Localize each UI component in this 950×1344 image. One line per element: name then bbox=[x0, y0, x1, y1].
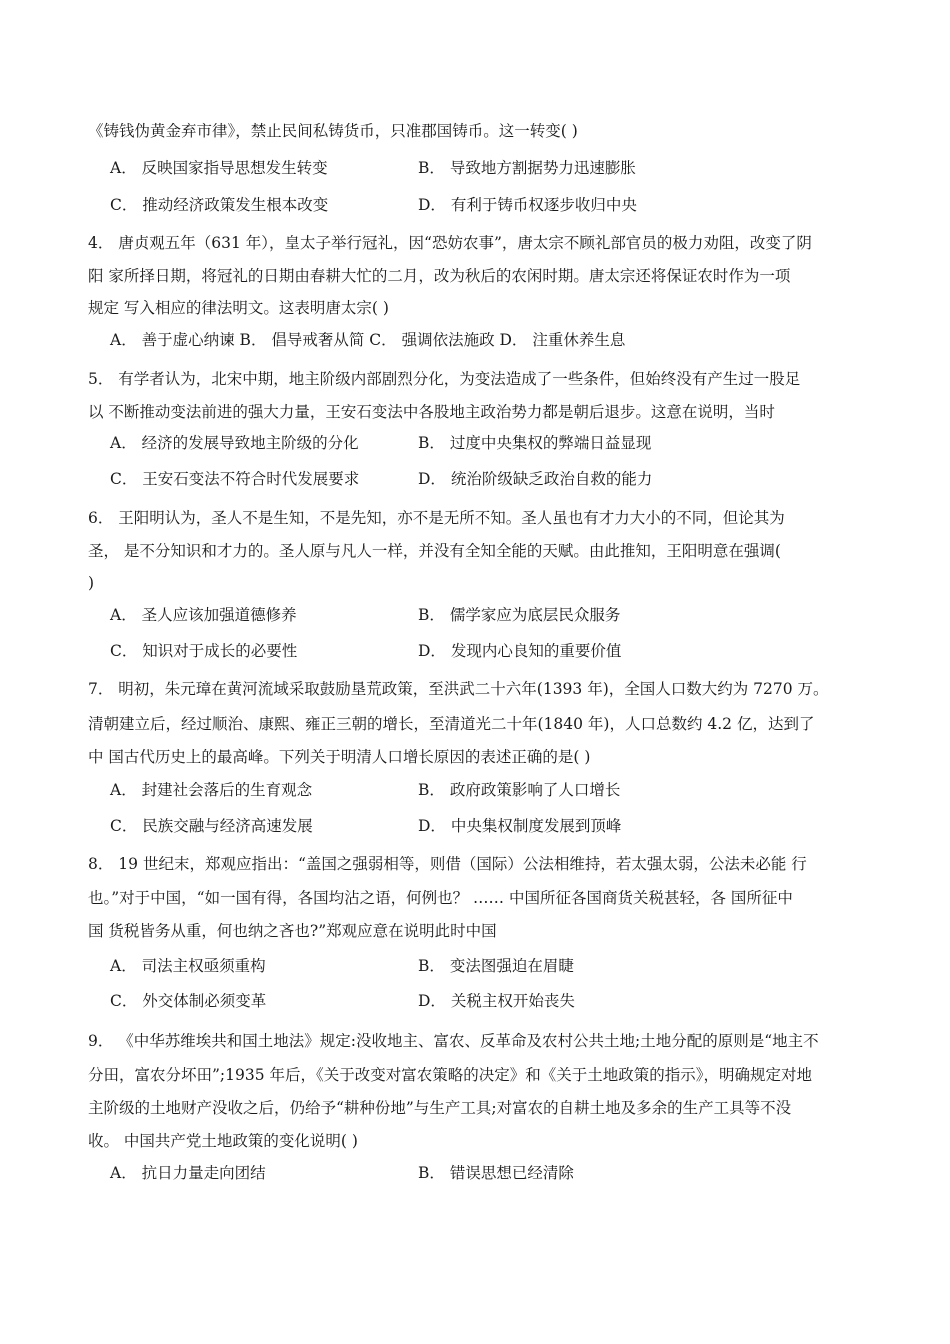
q3-option-a: A． 反映国家指导思想发生转变 bbox=[110, 159, 328, 177]
q8-option-c: C． 外交体制必须变革 bbox=[110, 992, 267, 1010]
q7-option-c: C． 民族交融与经济高速发展 bbox=[110, 817, 313, 835]
q8-stem-line-1: 8． 19 世纪末，郑观应指出：“盖国之强弱相等，则借（国际）公法相维持，若太强太弱，公法未必能 行 bbox=[88, 855, 807, 873]
q6-option-d: D． 发现内心良知的重要价值 bbox=[418, 642, 622, 660]
question-3-stem-continuation: 《铸钱伪黄金弃市律》，禁止民间私铸货币，只准郡国铸币。这一转变( ) bbox=[88, 122, 578, 140]
q6-option-a: A． 圣人应该加强道德修养 bbox=[110, 606, 297, 624]
q9-option-b: B． 错误思想已经清除 bbox=[418, 1164, 574, 1182]
q9-stem-line-2: 分田，富农分坏田”;1935 年后，《关于改变对富农策略的决定》和《关于土地政策的指示》，明确规定对地 bbox=[88, 1066, 813, 1084]
q4-stem-line-2: 阳 家所择日期，将冠礼的日期由春耕大忙的二月，改为秋后的农闲时期。唐太宗还将保证农时作为一项 bbox=[88, 267, 791, 285]
q6-option-c: C． 知识对于成长的必要性 bbox=[110, 642, 298, 660]
q5-option-b: B． 过度中央集权的弊端日益显现 bbox=[418, 434, 652, 452]
q5-stem-line-1: 5． 有学者认为，北宋中期，地主阶级内部剧烈分化，为变法造成了一些条件，但始终没有产生过一股足 bbox=[88, 370, 801, 388]
q4-stem-line-3: 规定 写入相应的律法明文。这表明唐太宗( ) bbox=[88, 299, 389, 317]
q4-stem-line-1: 4． 唐贞观五年（631 年），皇太子举行冠礼，因“恐妨农事”，唐太宗不顾礼部官员的极力劝阻，改变了阴 bbox=[88, 234, 812, 252]
q3-option-b: B． 导致地方割据势力迅速膨胀 bbox=[418, 159, 636, 177]
q7-stem-line-1: 7． 明初，朱元璋在黄河流域采取鼓励垦荒政策，至洪武二十六年(1393 年)，全国人口数大约为 7270 万。 bbox=[88, 680, 829, 698]
q9-stem-line-4: 收。 中国共产党土地政策的变化说明( ) bbox=[88, 1132, 358, 1150]
q6-stem-line-3: ) bbox=[88, 574, 95, 592]
q9-stem-line-3: 主阶级的土地财产没收之后，仍给予“耕种份地”与生产工具;对富农的自耕土地及多余的生产工具等不没 bbox=[88, 1099, 792, 1117]
q6-stem-line-1: 6． 王阳明认为，圣人不是生知，不是先知，亦不是无所不知。圣人虽也有才力大小的不同，但论其为 bbox=[88, 509, 785, 527]
q9-option-a: A． 抗日力量走向团结 bbox=[110, 1164, 266, 1182]
q9-stem-line-1: 9． 《中华苏维埃共和国土地法》规定:没收地主、富农、反革命及农村公共土地;土地分配的原则是“地主不 bbox=[88, 1032, 819, 1050]
q8-stem-line-3: 国 货税皆务从重，何也纳之吝也?”郑观应意在说明此时中国 bbox=[88, 922, 497, 940]
q7-stem-line-2: 清朝建立后，经过顺治、康熙、雍正三朝的增长，至清道光二十年(1840 年)，人口总数约 4.2 亿，达到了 bbox=[88, 715, 815, 733]
q7-option-b: B． 政府政策影响了人口增长 bbox=[418, 781, 621, 799]
q7-option-a: A． 封建社会落后的生育观念 bbox=[110, 781, 313, 799]
q8-option-a: A． 司法主权亟须重构 bbox=[110, 957, 266, 975]
q5-option-c: C． 王安石变法不符合时代发展要求 bbox=[110, 470, 360, 488]
q3-option-d: D． 有利于铸币权逐步收归中央 bbox=[418, 196, 637, 214]
q3-option-c: C． 推动经济政策发生根本改变 bbox=[110, 196, 329, 214]
q5-option-d: D． 统治阶级缺乏政治自救的能力 bbox=[418, 470, 653, 488]
q7-stem-line-3: 中 国古代历史上的最高峰。下列关于明清人口增长原因的表述正确的是( ) bbox=[88, 748, 591, 766]
q6-option-b: B． 儒学家应为底层民众服务 bbox=[418, 606, 621, 624]
q5-stem-line-2: 以 不断推动变法前进的强大力量，王安石变法中各股地主政治势力都是朝后退步。这意在说明，当时 bbox=[88, 403, 775, 421]
q8-option-b: B． 变法图强迫在眉睫 bbox=[418, 957, 574, 975]
q5-option-a: A． 经济的发展导致地主阶级的分化 bbox=[110, 434, 359, 452]
q6-stem-line-2: 圣， 是不分知识和才力的。圣人原与凡人一样，并没有全知全能的天赋。由此推知，王阳明意在强调( bbox=[88, 542, 781, 560]
q8-option-d: D． 关税主权开始丧失 bbox=[418, 992, 575, 1010]
q8-stem-line-2: 也。”对于中国，“如一国有得，各国均沾之语，何例也？ …… 中国所征各国商货关税甚轻，各 国所征中 bbox=[88, 889, 793, 907]
q4-options: A． 善于虚心纳谏 B． 倡导戒奢从简 C． 强调依法施政 D． 注重休养生息 bbox=[110, 331, 626, 349]
q7-option-d: D． 中央集权制度发展到顶峰 bbox=[418, 817, 622, 835]
